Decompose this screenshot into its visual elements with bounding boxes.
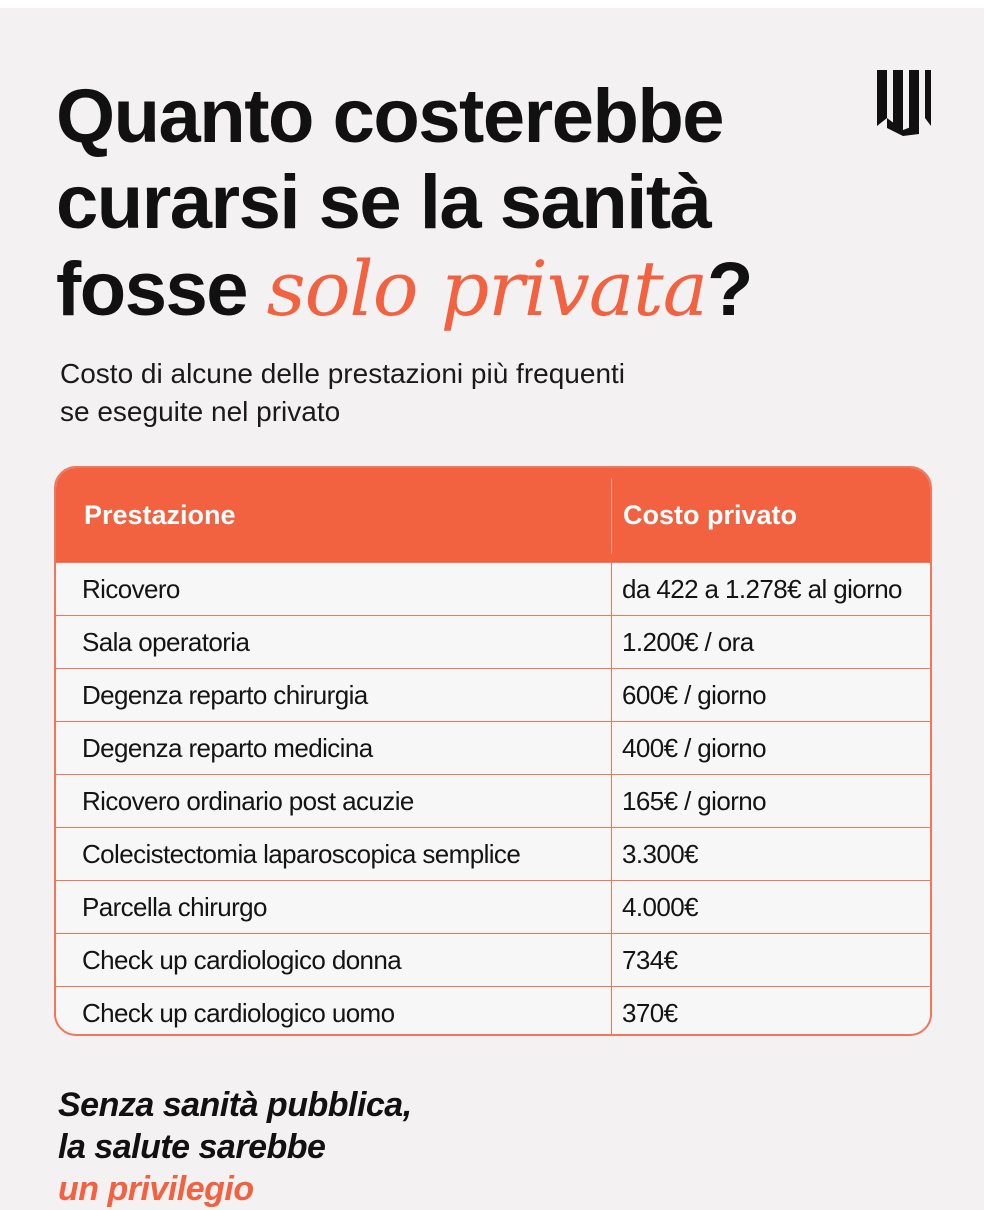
title-accent: solo privata: [266, 244, 708, 333]
cost-cell: da 422 a 1.278€ al giorno: [622, 574, 902, 604]
cost-cell: 370€: [622, 998, 678, 1028]
footer-line-2: [58, 1126, 858, 1210]
cost-cell: 4.000€: [622, 892, 698, 922]
subtitle-line-2: se eseguite nel privato: [60, 396, 341, 427]
table-row: [56, 880, 930, 933]
column-divider: [611, 722, 612, 775]
column-header-costo: Costo privato: [623, 500, 798, 530]
cost-cell: 734€: [622, 945, 678, 975]
header-divider: [611, 478, 612, 554]
column-header-prestazione: Prestazione: [84, 500, 236, 530]
service-cell: Ricovero: [82, 574, 180, 604]
service-cell: Sala operatoria: [82, 627, 250, 657]
footer-accent: un privilegio: [58, 1170, 254, 1208]
column-divider: [611, 987, 612, 1036]
column-divider: [611, 616, 612, 669]
cost-cell: 3.300€: [622, 839, 698, 869]
service-cell: Colecistectomia laparoscopica semplice: [82, 839, 521, 869]
service-cell: Check up cardiologico uomo: [82, 998, 395, 1028]
table-row: [56, 668, 930, 721]
service-cell: Check up cardiologico donna: [82, 945, 402, 975]
table-row: [56, 827, 930, 880]
column-divider: [611, 934, 612, 987]
service-cell: Degenza reparto medicina: [82, 733, 373, 763]
table-row: [56, 721, 930, 774]
column-divider: [611, 775, 612, 828]
table-row: [56, 615, 930, 668]
subtitle-line-1: Costo di alcune delle prestazioni più frequenti: [60, 358, 626, 389]
cost-cell: 1.200€ / ora: [622, 627, 754, 657]
footer-line-1: Senza sanità pubblica,: [58, 1086, 412, 1124]
table-row: [56, 986, 930, 1036]
column-divider: [611, 563, 612, 616]
cost-cell: 600€ / giorno: [622, 680, 766, 710]
column-divider: [611, 881, 612, 934]
cost-table: [54, 466, 932, 1036]
title-line-1: Quanto costerebbe: [56, 74, 724, 159]
table-row: [56, 933, 930, 986]
cost-cell: 165€ / giorno: [622, 786, 766, 816]
footer-line-2-prefix: la salute sarebbe: [58, 1128, 326, 1166]
column-divider: [611, 828, 612, 881]
service-cell: Ricovero ordinario post acuzie: [82, 786, 414, 816]
service-cell: Degenza reparto chirurgia: [82, 680, 368, 710]
cost-cell: 400€ / giorno: [622, 733, 766, 763]
title-line-2: curarsi se la sanità: [56, 160, 711, 245]
page-title: [56, 74, 856, 333]
footer-tagline: [58, 1084, 858, 1210]
title-line-3-prefix: fosse: [56, 247, 267, 332]
top-strip: [0, 0, 984, 8]
subtitle: [60, 355, 820, 431]
title-line-3-suffix: ?: [707, 247, 752, 332]
brand-logo-icon: [873, 68, 933, 136]
table-header: [56, 468, 930, 562]
table-row: [56, 774, 930, 827]
table-row: [56, 562, 930, 615]
service-cell: Parcella chirurgo: [82, 892, 267, 922]
column-divider: [611, 669, 612, 722]
